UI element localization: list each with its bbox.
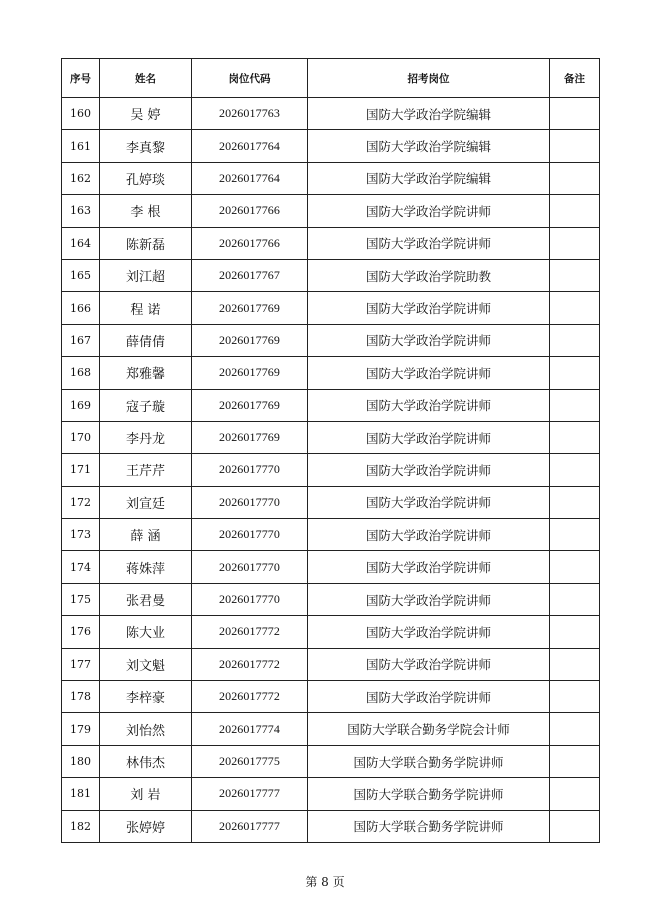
cell-note: [550, 519, 600, 551]
table-row: [62, 778, 600, 810]
cell-code: 2026017772: [192, 616, 308, 648]
cell-job: 国防大学政治学院讲师: [308, 357, 550, 389]
cell-note: [550, 324, 600, 356]
cell-no: 175: [62, 583, 100, 615]
table-row: [62, 551, 600, 583]
cell-code: 2026017769: [192, 292, 308, 324]
cell-no: 179: [62, 713, 100, 745]
cell-job: 国防大学联合勤务学院讲师: [308, 745, 550, 777]
cell-code: 2026017764: [192, 162, 308, 194]
cell-job: 国防大学联合勤务学院会计师: [308, 713, 550, 745]
cell-job: 国防大学政治学院讲师: [308, 583, 550, 615]
cell-note: [550, 357, 600, 389]
cell-name: 刘 岩: [100, 778, 192, 810]
cell-job: 国防大学政治学院讲师: [308, 227, 550, 259]
table-row: [62, 259, 600, 291]
cell-code: 2026017770: [192, 583, 308, 615]
cell-note: [550, 389, 600, 421]
cell-code: 2026017764: [192, 130, 308, 162]
table-row: [62, 130, 600, 162]
header-row: [62, 59, 600, 98]
cell-no: 182: [62, 810, 100, 842]
cell-name: 郑雅馨: [100, 357, 192, 389]
cell-code: 2026017775: [192, 745, 308, 777]
cell-job: 国防大学政治学院讲师: [308, 389, 550, 421]
cell-no: 164: [62, 227, 100, 259]
cell-code: 2026017766: [192, 227, 308, 259]
cell-no: 172: [62, 486, 100, 518]
candidate-list-sheet: [61, 58, 599, 843]
table-row: [62, 648, 600, 680]
cell-job: 国防大学政治学院讲师: [308, 486, 550, 518]
table-row: [62, 583, 600, 615]
cell-note: [550, 227, 600, 259]
cell-code: 2026017767: [192, 259, 308, 291]
cell-note: [550, 778, 600, 810]
cell-note: [550, 130, 600, 162]
cell-job: 国防大学政治学院讲师: [308, 454, 550, 486]
cell-name: 蒋姝萍: [100, 551, 192, 583]
cell-note: [550, 421, 600, 453]
cell-no: 174: [62, 551, 100, 583]
table-row: [62, 745, 600, 777]
cell-name: 刘怡然: [100, 713, 192, 745]
cell-note: [550, 259, 600, 291]
header-job: 招考岗位: [308, 59, 550, 98]
cell-code: 2026017769: [192, 389, 308, 421]
cell-no: 162: [62, 162, 100, 194]
table-row: [62, 454, 600, 486]
cell-name: 李梓豪: [100, 681, 192, 713]
cell-code: 2026017770: [192, 519, 308, 551]
cell-job: 国防大学联合勤务学院讲师: [308, 810, 550, 842]
page-number: 第 8 页: [305, 875, 345, 889]
cell-no: 178: [62, 681, 100, 713]
cell-no: 177: [62, 648, 100, 680]
header-no: 序号: [62, 59, 100, 98]
cell-job: 国防大学政治学院讲师: [308, 421, 550, 453]
cell-name: 薛倩倩: [100, 324, 192, 356]
cell-name: 张君曼: [100, 583, 192, 615]
cell-name: 林伟杰: [100, 745, 192, 777]
cell-job: 国防大学政治学院讲师: [308, 616, 550, 648]
table-row: [62, 486, 600, 518]
cell-name: 王芹芹: [100, 454, 192, 486]
cell-note: [550, 454, 600, 486]
cell-name: 孔婷琰: [100, 162, 192, 194]
cell-no: 169: [62, 389, 100, 421]
cell-note: [550, 551, 600, 583]
cell-note: [550, 195, 600, 227]
cell-name: 李 根: [100, 195, 192, 227]
cell-no: 165: [62, 259, 100, 291]
table-row: [62, 389, 600, 421]
cell-job: 国防大学政治学院讲师: [308, 551, 550, 583]
table-row: [62, 227, 600, 259]
cell-name: 刘文魁: [100, 648, 192, 680]
cell-no: 161: [62, 130, 100, 162]
cell-code: 2026017770: [192, 551, 308, 583]
cell-note: [550, 162, 600, 194]
table-row: [62, 681, 600, 713]
cell-note: [550, 616, 600, 648]
cell-job: 国防大学联合勤务学院讲师: [308, 778, 550, 810]
cell-code: 2026017769: [192, 357, 308, 389]
cell-job: 国防大学政治学院讲师: [308, 292, 550, 324]
cell-job: 国防大学政治学院讲师: [308, 324, 550, 356]
cell-note: [550, 648, 600, 680]
cell-code: 2026017770: [192, 454, 308, 486]
cell-no: 181: [62, 778, 100, 810]
cell-no: 170: [62, 421, 100, 453]
cell-no: 160: [62, 98, 100, 130]
cell-note: [550, 98, 600, 130]
table-row: [62, 810, 600, 842]
table-row: [62, 162, 600, 194]
cell-code: 2026017763: [192, 98, 308, 130]
table-row: [62, 292, 600, 324]
cell-code: 2026017769: [192, 421, 308, 453]
cell-name: 寇子璇: [100, 389, 192, 421]
cell-note: [550, 292, 600, 324]
cell-name: 陈新磊: [100, 227, 192, 259]
table-row: [62, 713, 600, 745]
header-code: 岗位代码: [192, 59, 308, 98]
cell-job: 国防大学政治学院讲师: [308, 195, 550, 227]
cell-name: 张婷婷: [100, 810, 192, 842]
cell-code: 2026017766: [192, 195, 308, 227]
cell-job: 国防大学政治学院讲师: [308, 648, 550, 680]
cell-note: [550, 486, 600, 518]
cell-no: 171: [62, 454, 100, 486]
cell-name: 陈大业: [100, 616, 192, 648]
cell-name: 李丹龙: [100, 421, 192, 453]
candidate-table: [61, 58, 600, 843]
cell-name: 刘宣廷: [100, 486, 192, 518]
table-row: [62, 519, 600, 551]
cell-no: 163: [62, 195, 100, 227]
cell-job: 国防大学政治学院助教: [308, 259, 550, 291]
cell-name: 李真黎: [100, 130, 192, 162]
cell-note: [550, 810, 600, 842]
cell-name: 刘江超: [100, 259, 192, 291]
table-header: [62, 59, 600, 98]
cell-note: [550, 681, 600, 713]
cell-no: 180: [62, 745, 100, 777]
table-body: [62, 98, 600, 843]
cell-no: 176: [62, 616, 100, 648]
cell-no: 167: [62, 324, 100, 356]
table-row: [62, 98, 600, 130]
cell-no: 168: [62, 357, 100, 389]
header-name: 姓名: [100, 59, 192, 98]
cell-no: 173: [62, 519, 100, 551]
cell-code: 2026017769: [192, 324, 308, 356]
cell-note: [550, 713, 600, 745]
cell-code: 2026017772: [192, 681, 308, 713]
cell-job: 国防大学政治学院编辑: [308, 162, 550, 194]
table-row: [62, 357, 600, 389]
table-row: [62, 324, 600, 356]
cell-name: 薛 涵: [100, 519, 192, 551]
cell-note: [550, 745, 600, 777]
cell-name: 程 诺: [100, 292, 192, 324]
cell-job: 国防大学政治学院编辑: [308, 130, 550, 162]
cell-code: 2026017772: [192, 648, 308, 680]
table-row: [62, 616, 600, 648]
cell-code: 2026017777: [192, 778, 308, 810]
cell-job: 国防大学政治学院讲师: [308, 519, 550, 551]
cell-job: 国防大学政治学院编辑: [308, 98, 550, 130]
cell-note: [550, 583, 600, 615]
table-row: [62, 195, 600, 227]
table-row: [62, 421, 600, 453]
cell-code: 2026017774: [192, 713, 308, 745]
cell-no: 166: [62, 292, 100, 324]
cell-name: 吴 婷: [100, 98, 192, 130]
header-note: 备注: [550, 59, 600, 98]
cell-code: 2026017777: [192, 810, 308, 842]
cell-job: 国防大学政治学院讲师: [308, 681, 550, 713]
cell-code: 2026017770: [192, 486, 308, 518]
